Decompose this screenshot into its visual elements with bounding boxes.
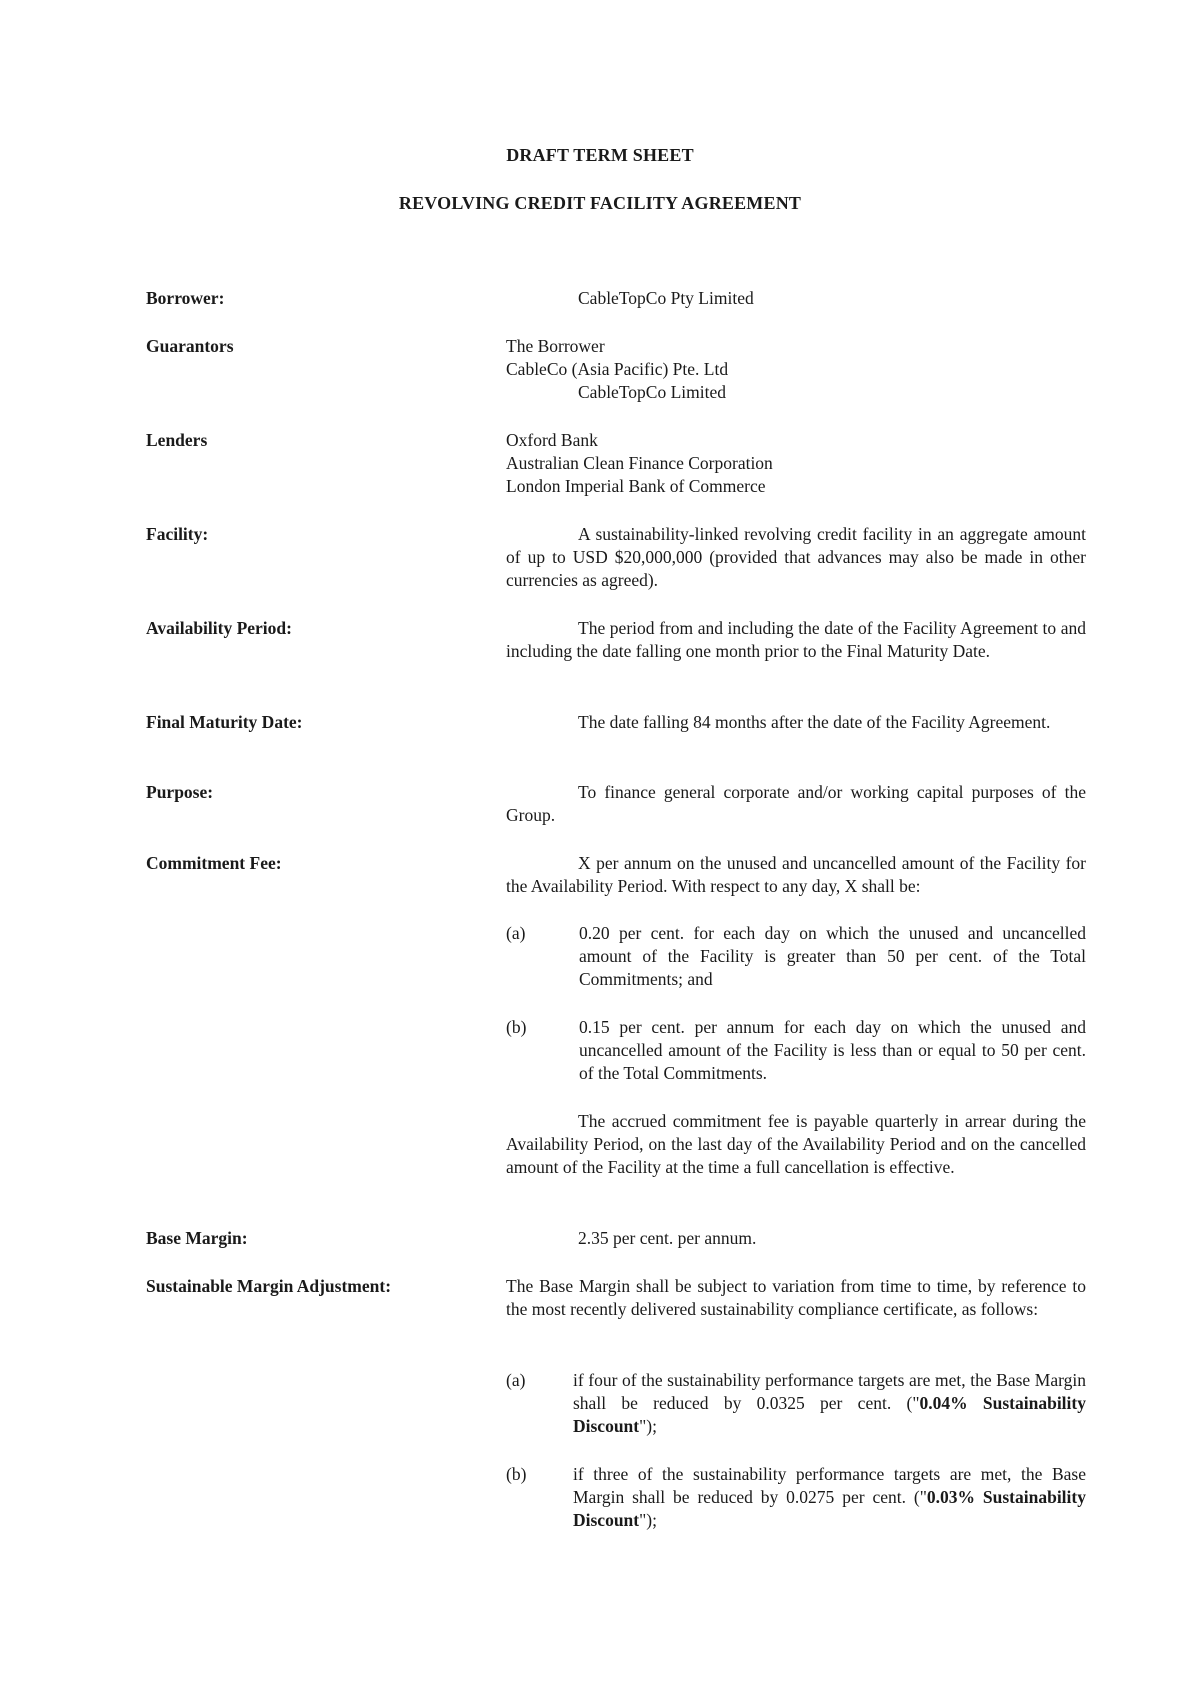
borrower-name: CableTopCo Pty Limited [578, 288, 754, 308]
document-subtitle: REVOLVING CREDIT FACILITY AGREEMENT [398, 193, 802, 213]
list-marker: (a) [506, 1370, 526, 1390]
purpose-label: Purpose: [146, 782, 214, 802]
base-margin-text: 2.35 per cent. per annum. [578, 1228, 757, 1248]
guarantors-label: Guarantors [146, 336, 234, 356]
guarantors-value [506, 335, 1086, 404]
guarantor-line: The Borrower [506, 336, 605, 356]
lender-line: Australian Clean Finance Corporation [506, 453, 773, 473]
purpose-text [506, 781, 1086, 827]
facility-text [506, 523, 1086, 592]
list-item-text [573, 1369, 1086, 1438]
list-item-text-start: if three of the sustainability performance targets are met, the Base Margin shall be reduced by 0.0275 per cent. (" [573, 1464, 1086, 1507]
facility-paragraph: A sustainability-linked revolving credit facility in an aggregate amount of up to USD $20,000,000 (provided that advances may also be made in other currencies as agreed). [506, 524, 1086, 590]
list-item-text: 0.20 per cent. for each day on which the unused and uncancelled amount of the Facility is greater than 50 per cent. of the Total Commitments; and [579, 923, 1086, 989]
commitment-fee-closing [506, 1110, 1086, 1179]
lenders-value [506, 429, 1086, 498]
sustainable-margin-adjustment-label: Sustainable Margin Adjustment: [146, 1276, 392, 1296]
list-item-text-start: if four of the sustainability performance targets are met, the Base Margin shall be reduced by 0.0325 per cent. (" [573, 1370, 1086, 1413]
availability-period-label: Availability Period: [146, 618, 292, 638]
guarantor-name: CableTopCo Limited [578, 382, 726, 402]
commitment-fee-paragraph: X per annum on the unused and uncancelled amount of the Facility for the Availability Period. With respect to any day, X shall be: [506, 853, 1086, 896]
list-item-text [573, 1463, 1086, 1532]
document-title: DRAFT TERM SHEET [506, 145, 694, 165]
commitment-fee-closing-paragraph: The accrued commitment fee is payable quarterly in arrear during the Availability Period, on the last day of the Availability Period and on the cancelled amount of the Facility at the time a full cancellation is effective. [506, 1111, 1086, 1177]
list-item-text: 0.15 per cent. per annum for each day on which the unused and uncancelled amount of the Facility is less than or equal to 50 per cent. of the Total Commitments. [579, 1017, 1086, 1083]
lender-line: London Imperial Bank of Commerce [506, 476, 766, 496]
purpose-paragraph: To finance general corporate and/or working capital purposes of the Group. [506, 782, 1086, 825]
guarantor-line: CableCo (Asia Pacific) Pte. Ltd [506, 359, 729, 379]
final-maturity-date-paragraph: The date falling 84 months after the date of the Facility Agreement. [578, 712, 1051, 732]
list-item-text-end: "); [639, 1510, 657, 1530]
list-item-text-end: "); [639, 1416, 657, 1436]
availability-period-paragraph: The period from and including the date of the Facility Agreement to and including the date falling one month prior to the Final Maturity Date. [506, 618, 1086, 661]
final-maturity-date-label: Final Maturity Date: [146, 712, 303, 732]
defined-term: 0.03% Sustainability Discount [573, 1487, 1086, 1530]
commitment-fee-label: Commitment Fee: [146, 853, 282, 873]
lenders-label: Lenders [146, 430, 208, 450]
defined-term: 0.04% Sustainability Discount [573, 1393, 1086, 1436]
availability-period-text [506, 617, 1086, 663]
sustainable-margin-adjustment-text: The Base Margin shall be subject to variation from time to time, by reference to the most recently delivered sustainability compliance certificate, as follows: [506, 1276, 1086, 1319]
guarantor-line-indented [506, 381, 1086, 404]
borrower-value [506, 287, 1086, 310]
lender-line: Oxford Bank [506, 430, 598, 450]
facility-label: Facility: [146, 524, 209, 544]
list-marker: (a) [506, 923, 526, 943]
base-margin-value [506, 1227, 1086, 1250]
commitment-fee-text [506, 852, 1086, 898]
base-margin-label: Base Margin: [146, 1228, 248, 1248]
list-marker: (b) [506, 1464, 527, 1484]
borrower-label: Borrower: [146, 288, 225, 308]
final-maturity-date-text [506, 711, 1086, 734]
list-marker: (b) [506, 1017, 527, 1037]
